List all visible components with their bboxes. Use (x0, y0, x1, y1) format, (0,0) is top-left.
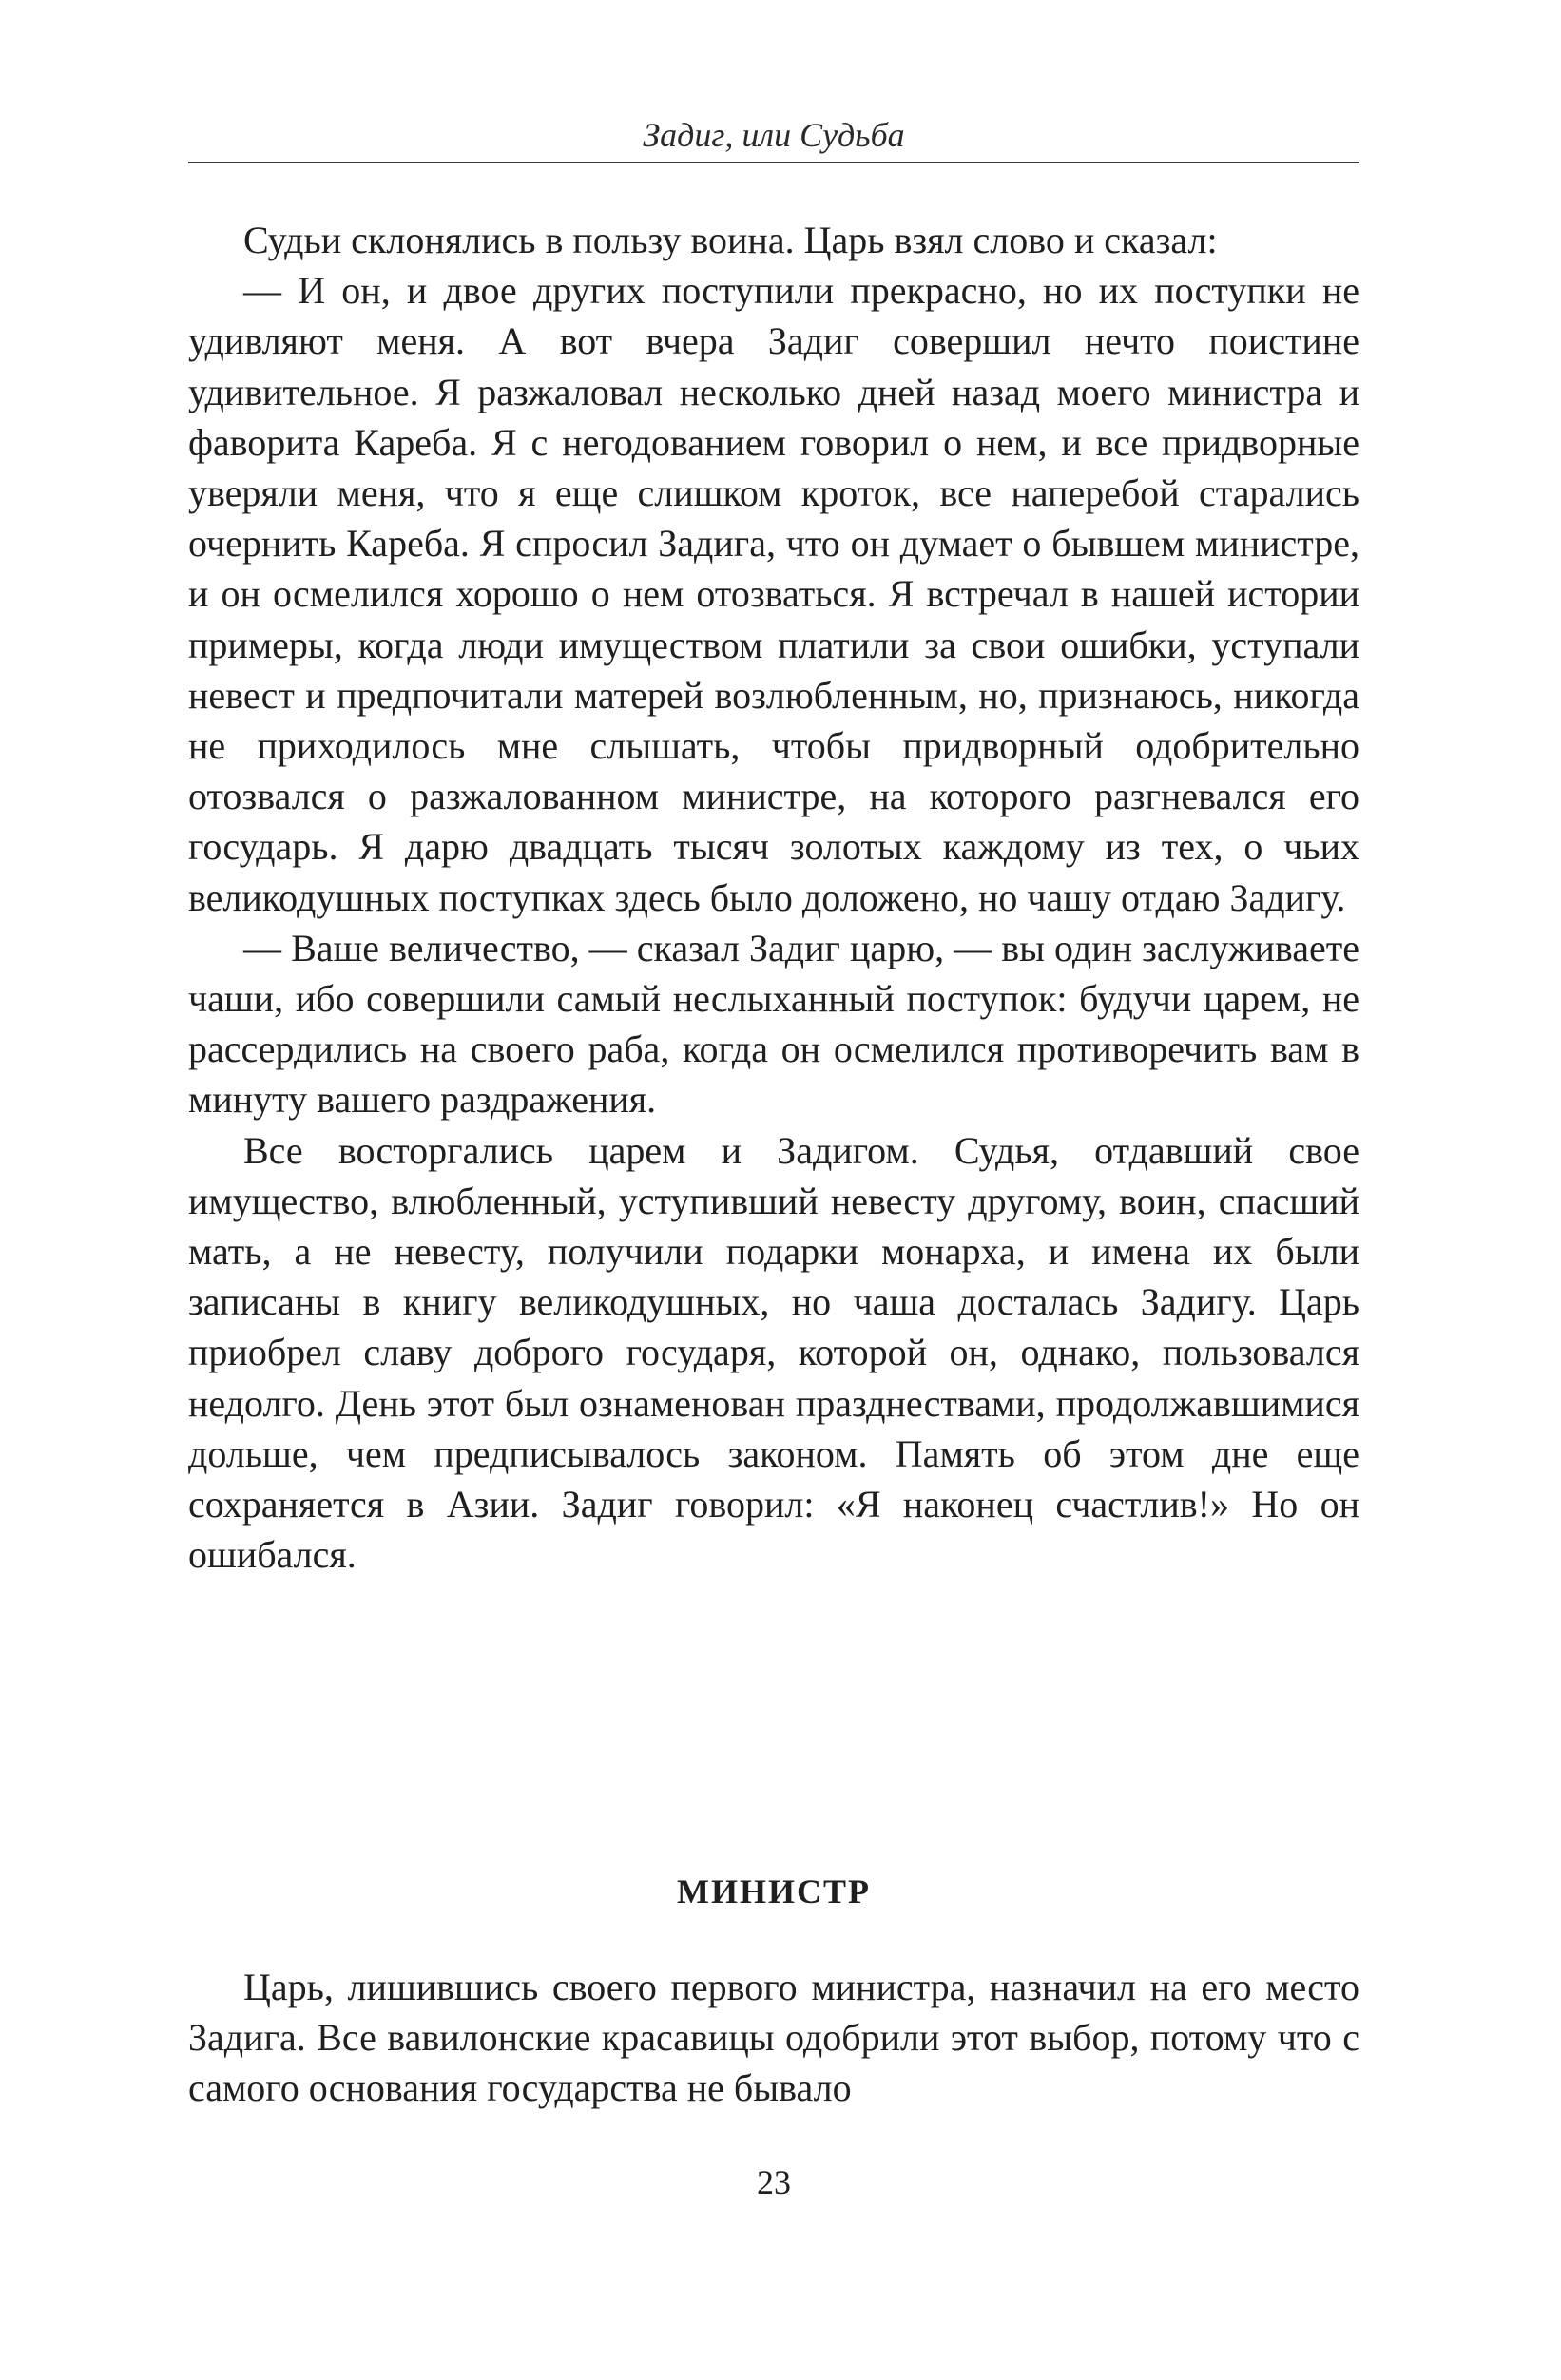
chapter-text-bottom (188, 1962, 1359, 2114)
paragraph: — Ваше величество, — сказал Задиг царю, — вы один заслуживаете чаши, ибо совершили самый неслыханный поступок: будучи царем, не рассердились на своего раба, когда он осмелился противоречить вам в минуту вашего раздражения. (188, 926, 1359, 1122)
running-header-title: Задиг, или Судьба (643, 116, 905, 154)
paragraph: Царь, лишившись своего первого министра, назначил на его место Задига. Все вавилонские красавицы одобрили этот выбор, потому что с самого основания государства не бывало (188, 1966, 1359, 2110)
paragraph: Все восторгались царем и Задигом. Судья, отдавший свое имущество, влюбленный, уступивший невесту другому, воин, спасший мать, а не невесту, получили подарки монарха, и имена их были записаны в книгу великодушных, но чаша досталась Задигу. Царь приобрел славу доброго государя, которой он, однако, пользовался недолго. День этот был ознаменован празднествами, продолжавшимися дольше, чем предписывалось законом. Память об этом дне еще сохраняется в Азии. Задиг говорил: «Я наконец счастлив!» Но он ошибался. (188, 1128, 1359, 1577)
chapter-text-top (188, 215, 1359, 1580)
header-rule (188, 162, 1359, 163)
paragraph: — И он, и двое других поступили прекрасно, но их поступки не удивляют меня. А вот вчера Задиг совершил нечто поистине удивительное. Я разжаловал несколько дней назад моего министра и фаворита Кареба. Я с негодованием говорил о нем, и все придворные уверяли меня, что я еще слишком кроток, все наперебой старались очернить Кареба. Я спросил Задига, что он думает о бывшем министре, и он осмелился хорошо о нем отозваться. Я встречал в нашей истории примеры, когда люди имуществом платили за свои ошибки, уступали невест и предпочитали матерей возлюбленным, но, признаюсь, никогда не приходилось мне слышать, чтобы придворный одобрительно отозвался о разжалованном министре, на которого разгневался его государь. Я дарю двадцать тысяч золотых каждому из тех, о чьих великодушных поступках здесь было доложено, но чашу отдаю Задигу. (188, 269, 1359, 919)
page-number: 23 (757, 2163, 791, 2201)
paragraph: Судьи склонялись в пользу воина. Царь взял слово и сказал: (243, 219, 1218, 261)
section-heading: МИНИСТР (677, 1872, 871, 1910)
